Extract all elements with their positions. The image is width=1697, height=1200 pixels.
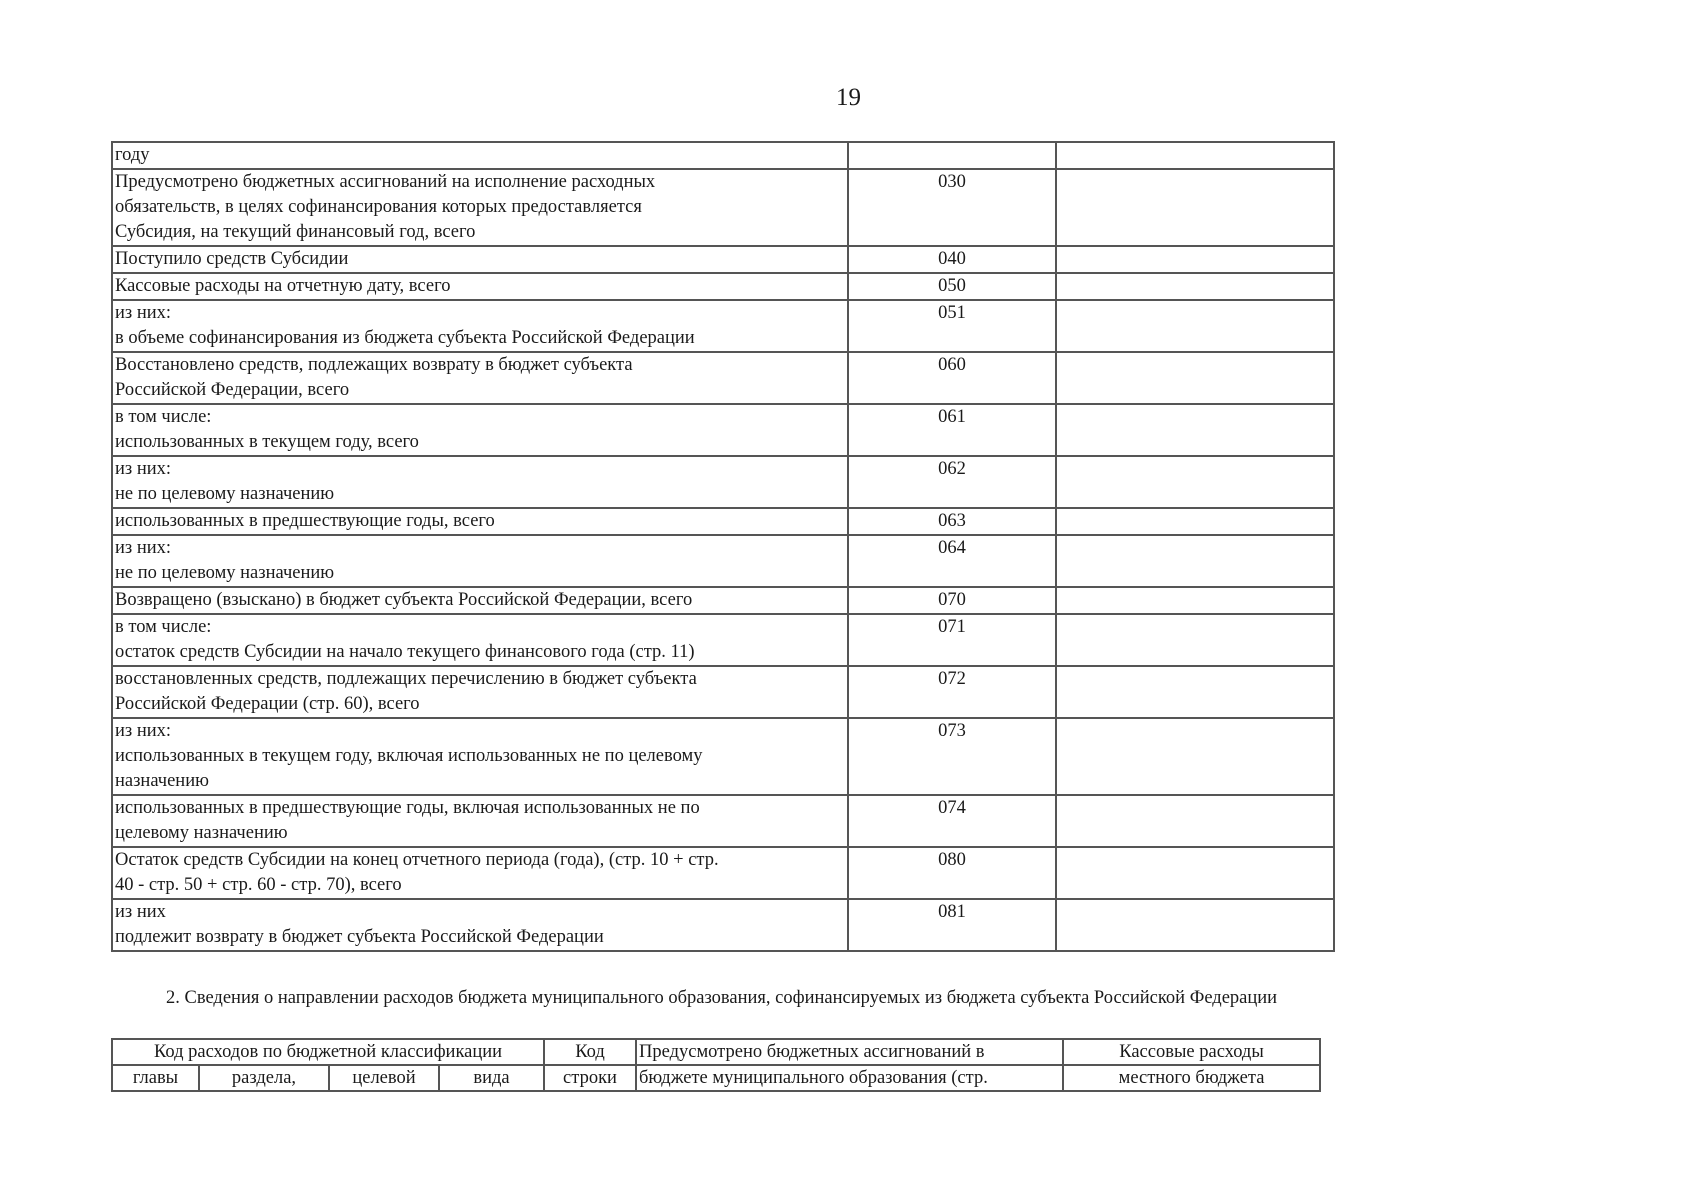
row-value [1056,508,1334,535]
table-row [112,273,1334,300]
row-code-header-line2: строки [544,1065,636,1091]
row-value [1056,847,1334,899]
table-row [112,899,1334,951]
row-code: 072 [848,666,1056,718]
row-value [1056,666,1334,718]
row-value [1056,587,1334,614]
expenditure-direction-table [111,1038,1321,1092]
row-label: Кассовые расходы на отчетную дату, всего [112,273,848,300]
row-code: 062 [848,456,1056,508]
row-code: 081 [848,899,1056,951]
chapter-header: главы [112,1065,199,1091]
table-row [112,587,1334,614]
table-row [112,718,1334,795]
table-row [112,142,1334,169]
row-code: 061 [848,404,1056,456]
row-label: из них: в объеме софинансирования из бюджета субъекта Российской Федерации [112,300,848,352]
table-row [112,795,1334,847]
section-2-title: 2. Сведения о направлении расходов бюджета муниципального образования, софинансируемых из бюджета субъекта Российской Федерации [166,988,1278,1008]
row-value [1056,456,1334,508]
target-header: целевой [329,1065,439,1091]
cash-expenses-header-line2: местного бюджета [1063,1065,1320,1091]
table-row [112,300,1334,352]
table-row [112,535,1334,587]
row-code: 060 [848,352,1056,404]
row-label: Возвращено (взыскано) в бюджет субъекта Российской Федерации, всего [112,587,848,614]
table-row [112,456,1334,508]
row-value [1056,300,1334,352]
table-row [112,246,1334,273]
table-row [112,352,1334,404]
row-code: 070 [848,587,1056,614]
row-code: 074 [848,795,1056,847]
row-label: использованных в предшествующие годы, включая использованных не по целевому назначению [112,795,848,847]
table-row [112,666,1334,718]
row-value [1056,246,1334,273]
planned-allocations-header-line2: бюджете муниципального образования (стр. [636,1065,1063,1091]
row-code: 080 [848,847,1056,899]
row-code: 063 [848,508,1056,535]
row-code-header-line1: Код [544,1039,636,1065]
row-label: из них: не по целевому назначению [112,535,848,587]
row-code [848,142,1056,169]
row-label: Восстановлено средств, подлежащих возврату в бюджет субъекта Российской Федерации, всего [112,352,848,404]
row-value [1056,169,1334,246]
row-code: 064 [848,535,1056,587]
row-code: 030 [848,169,1056,246]
row-value [1056,535,1334,587]
row-value [1056,614,1334,666]
table-row [112,614,1334,666]
table2-header-row-1 [112,1039,1320,1065]
row-label: году [112,142,848,169]
row-value [1056,404,1334,456]
row-label: восстановленных средств, подлежащих перечислению в бюджет субъекта Российской Федерации (стр. 60), всего [112,666,848,718]
row-label: в том числе: остаток средств Субсидии на начало текущего финансового года (стр. 11) [112,614,848,666]
planned-allocations-header-line1: Предусмотрено бюджетных ассигнований в [636,1039,1063,1065]
row-label: из них подлежит возврату в бюджет субъекта Российской Федерации [112,899,848,951]
row-value [1056,273,1334,300]
row-value [1056,352,1334,404]
row-code: 073 [848,718,1056,795]
row-value [1056,718,1334,795]
budget-classification-header: Код расходов по бюджетной классификации [112,1039,544,1065]
row-code: 040 [848,246,1056,273]
row-value [1056,142,1334,169]
row-label: из них: не по целевому назначению [112,456,848,508]
row-value [1056,899,1334,951]
row-label: в том числе: использованных в текущем году, всего [112,404,848,456]
row-label: Предусмотрено бюджетных ассигнований на исполнение расходных обязательств, в целях софинансирования которых предоставляется Субсидия, на текущий финансовый год, всего [112,169,848,246]
section-header: раздела, [199,1065,329,1091]
table-row [112,847,1334,899]
row-value [1056,795,1334,847]
table2-header-row-2 [112,1065,1320,1091]
row-label: из них: использованных в текущем году, включая использованных не по целевому назначению [112,718,848,795]
type-header: вида [439,1065,544,1091]
cash-expenses-header-line1: Кассовые расходы [1063,1039,1320,1065]
table-row [112,169,1334,246]
table-row [112,508,1334,535]
row-label: Поступило средств Субсидии [112,246,848,273]
row-code: 050 [848,273,1056,300]
row-label: Остаток средств Субсидии на конец отчетного периода (года), (стр. 10 + стр. 40 - стр. 50 + стр. 60 - стр. 70), всего [112,847,848,899]
table-row [112,404,1334,456]
page-number: 19 [836,84,861,111]
row-code: 051 [848,300,1056,352]
subsidy-report-table [111,141,1335,952]
row-code: 071 [848,614,1056,666]
row-label: использованных в предшествующие годы, всего [112,508,848,535]
